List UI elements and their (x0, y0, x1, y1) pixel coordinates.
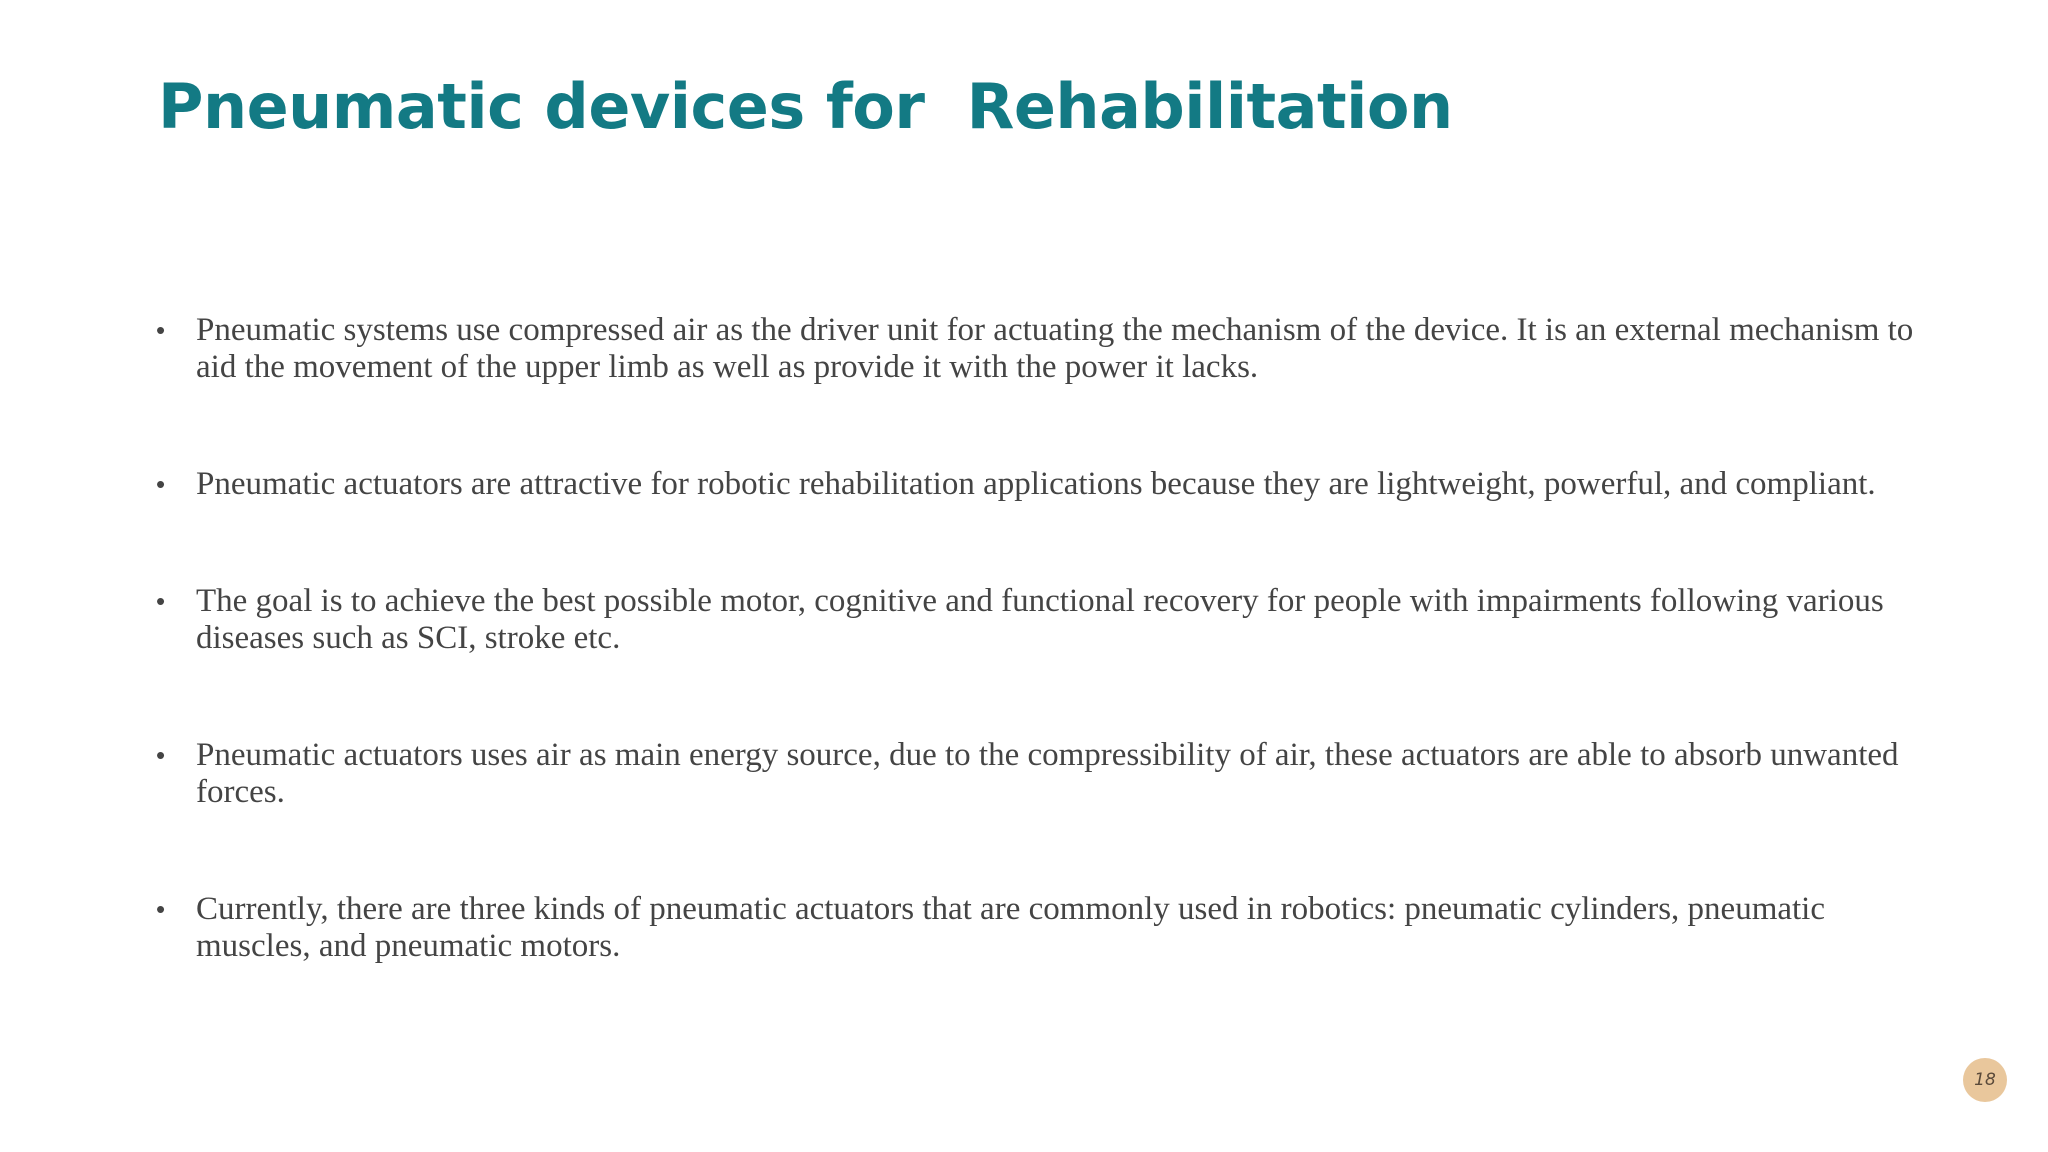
page-number-badge: 18 (1963, 1058, 2007, 1102)
bullet-marker: • (156, 315, 166, 345)
bullet-list (156, 312, 1916, 1045)
bullet-text: Pneumatic actuators are attractive for robotic rehabilitation applications because they are lightweight, powerful, and compliant. (196, 466, 1876, 502)
bullet-item (156, 466, 1916, 503)
bullet-text: Pneumatic actuators uses air as main energy source, due to the compressibility of air, these actuators are able to absorb unwanted forces. (196, 737, 1899, 810)
bullet-item (156, 737, 1916, 811)
bullet-text: Currently, there are three kinds of pneumatic actuators that are commonly used in robotics: pneumatic cylinders, pneumatic muscles, and pneumatic motors. (196, 891, 1825, 964)
bullet-text: The goal is to achieve the best possible motor, cognitive and functional recovery for people with impairments following various diseases such as SCI, stroke etc. (196, 583, 1884, 656)
bullet-marker: • (156, 586, 166, 616)
bullet-item (156, 312, 1916, 386)
bullet-item (156, 583, 1916, 657)
bullet-marker: • (156, 894, 166, 924)
bullet-marker: • (156, 740, 166, 770)
bullet-text: Pneumatic systems use compressed air as the driver unit for actuating the mechanism of the device. It is an external mechanism to aid the movement of the upper limb as well as provide it with the power it lacks. (196, 312, 1914, 385)
bullet-marker: • (156, 469, 166, 499)
bullet-item (156, 891, 1916, 965)
slide-title: Pneumatic devices for Rehabilitation (158, 70, 1453, 143)
